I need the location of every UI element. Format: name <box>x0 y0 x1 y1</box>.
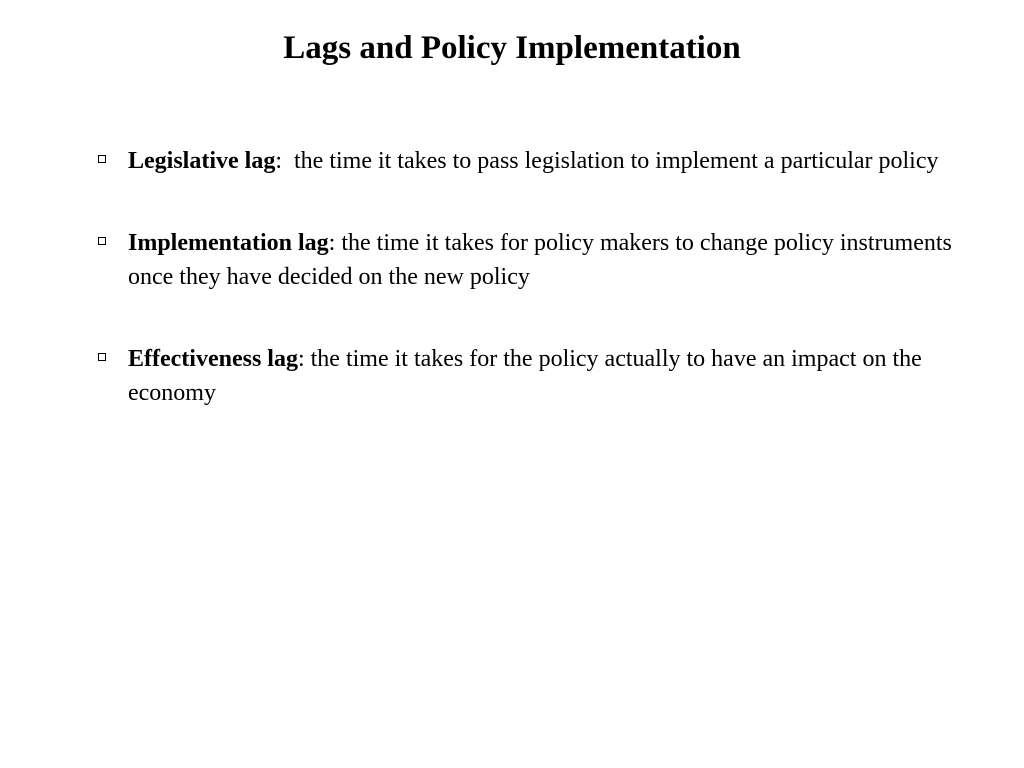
bullet-implementation-lag <box>96 226 976 294</box>
bullet-effectiveness-lag <box>96 342 976 410</box>
bullet-term: Implementation lag <box>128 230 329 256</box>
square-bullet-icon <box>98 155 106 163</box>
bullet-term: Legislative lag <box>128 148 276 174</box>
slide-title: Lags and Policy Implementation <box>283 30 741 66</box>
bullet-list <box>96 144 976 458</box>
square-bullet-icon <box>98 237 106 245</box>
square-bullet-icon <box>98 353 106 361</box>
bullet-text: : the time it takes for the policy actually to have an impact on the economy <box>128 346 922 406</box>
bullet-text: : the time it takes for policy makers to change policy instruments once they have decided on the new policy <box>128 230 952 290</box>
bullet-term: Effectiveness lag <box>128 346 298 372</box>
bullet-legislative-lag <box>96 144 976 178</box>
bullet-text: : the time it takes to pass legislation to implement a particular policy <box>275 148 939 174</box>
